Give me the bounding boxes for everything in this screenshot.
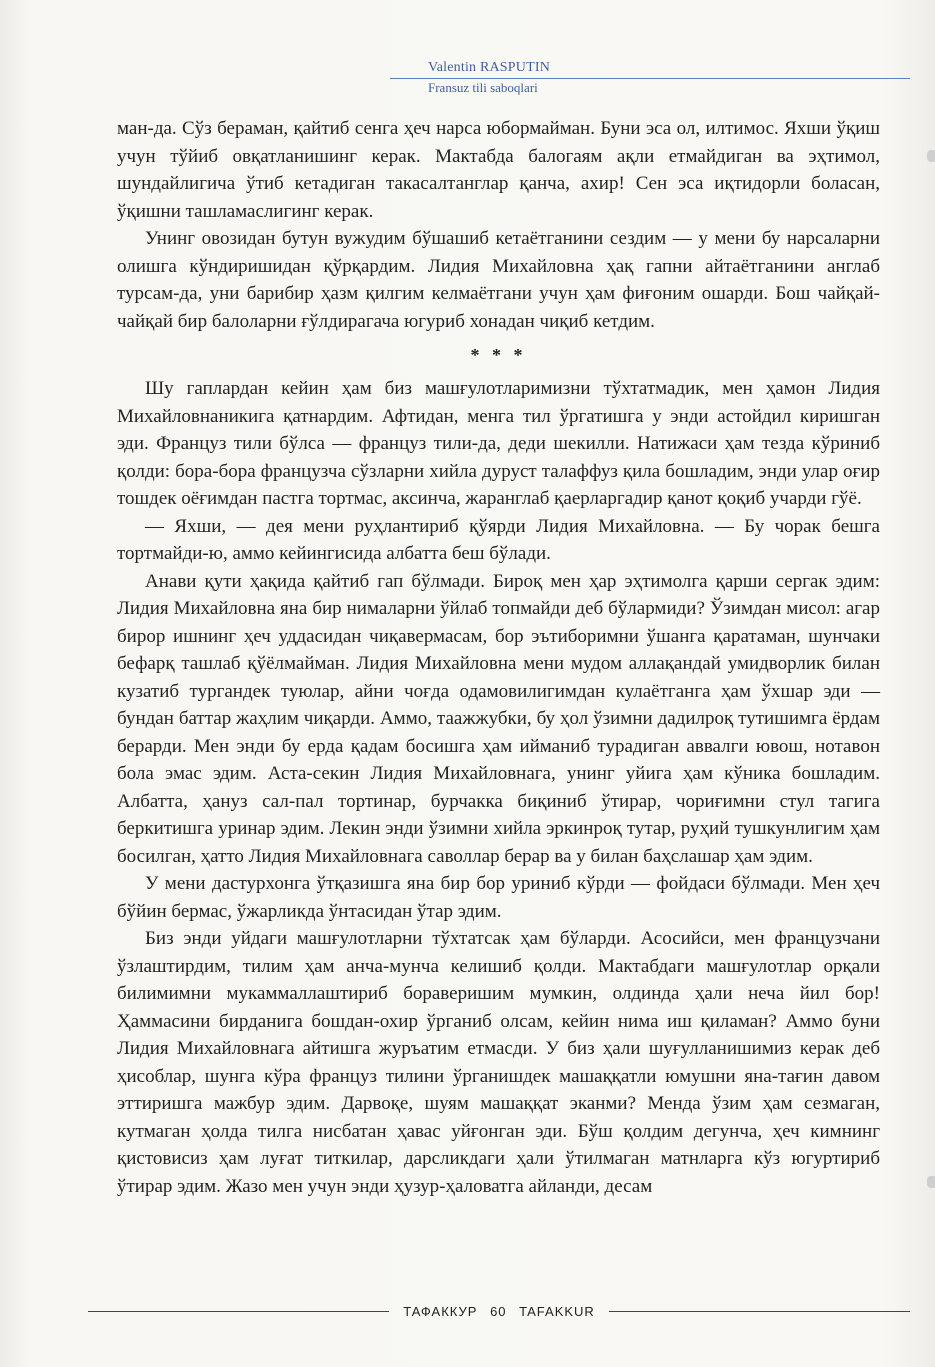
binding-hole [927,150,935,162]
page-body [117,115,880,1200]
footer-journal-cyrillic: ТАФАККУР [403,1303,478,1319]
page-footer [88,1301,910,1321]
paragraph: ман-да. Сўз бераман, қайтиб сенга ҳеч нарса юбормайман. Буни эса ол, илтимос. Яхши ўқиш учун тўйиб овқатланишинг керак. Мактабда балогаям ақли етмайдиган ва эҳтимол, шундайлигича ўтиб кетадиган такасалтанглар қанча, ахир! Сен эса иқтидорли боласан, ўқишни ташламаслигинг керак. [117,118,880,222]
running-header [390,60,910,96]
paragraph: У мени дастурхонга ўтқазишга яна бир бор уриниб кўрди — фойдаси бўлмади. Мен ҳеч бўйин бермас, ўжарликда ўнтасидан ўтар эдим. [117,873,880,922]
header-rule [390,78,910,79]
footer-rule-right [609,1311,910,1312]
paragraph: — Яхши, — дея мени руҳлантириб қўярди Лидия Михайловна. — Бу чорак бешга тортмайди-ю, аммо кейингисида албатта беш бўлади. [117,515,880,564]
footer-rule-left [88,1311,389,1312]
paragraph: Биз энди уйдаги машғулотларни тўхтатсак ҳам бўларди. Асосийси, мен французчани ўзлаштирдим, тилим ҳам анча-мунча келишиб қолди. Мактабдаги машғулотлар орқали билимимни мукаммаллаштириб бораверишим мумкин, олдинда ҳали неча йил бор! Ҳаммасини бирданига бошдан-охир ўрганиб олсам, кейин нима иш қиламан? Аммо буни Лидия Михайловнага айтишга журъатим етмасди. У биз ҳали шуғулланишимиз керак деб ҳисоблар, шунга кўра француз тилини ўрганишдек машаққатли юмушни яна-тағин давом эттиришга мажбур эдим. Дарвоқе, шуям машаққат эканми? Менда ўзим ҳам сезмаган, кутмаган ҳолда тилга нисбатан ҳавас уйғонган эди. Бўш қолдим дегунча, ҳеч кимнинг қистовисиз ҳам луғат титкилар, дарсликдаги ҳали ўтилмаган матнларга кўз югуртириб ўтирар эдим. Жазо мен учун энди ҳузур-ҳаловатга айланди, десам [117,928,880,1197]
footer-journal-latin: TAFAKKUR [519,1303,595,1319]
page-number: 60 [490,1303,507,1319]
footer-label [389,1304,609,1319]
section-separator: * * * [470,345,527,365]
binding-hole [927,1176,935,1188]
paragraph: Анави қути ҳақида қайтиб гап бўлмади. Бироқ мен ҳар эҳтимолга қарши сергак эдим: Лидия Михайловна яна бир нималарни ўйлаб топмайди деб бўлармиди? Ўзимдан мисол: агар бирор ишнинг ҳеч уддасидан чиқавермасам, бор эътиборимни ўшанга қаратаман, шунчаки бефарқ ташлаб қўёлмайман. Лидия Михайловна мени мудом аллақандай умидворлик билан кузатиб тургандек туюлар, айни чоғда одамовилигимдан кулаётганга ҳам ўхшар эди — бундан баттар жаҳлим чиқарди. Аммо, таажжубки, бу ҳол ўзимни дадилроқ тутишимга ёрдам берарди. Мен энди бу ерда қадам босишга ҳам ийманиб турадиган аввалги ювош, нотавон бола эмас эдим. Аста-секин Лидия Михайловнага, унинг уйига ҳам кўника бошладим. Албатта, ҳануз сал-пал тортинар, бурчакка биқиниб ўтирар, чориғимни стул тагига беркитишга уринар эдим. Лекин энди ўзимни хийла эркинроқ тутар, руҳий тушкунлигим ҳам босилган, ҳатто Лидия Михайловнага саволлар берар ва у билан баҳслашар ҳам эдим. [117,570,880,867]
paragraph: Унинг овозидан бутун вужудим бўшашиб кетаётганини сездим — у мени бу нарсаларни олишга кўндиришидан қўрқардим. Лидия Михайловна ҳақ гапни айтаётганини англаб турсам-да, уни барибир ҳазм қилгим келмаётгани учун ҳам фиғоним ошарди. Бош чайқай-чайқай бир балоларни ғўлдирагача югуриб хонадан чиқиб кетдим. [117,228,880,332]
paragraph: Шу гаплардан кейин ҳам биз машғулотларимизни тўхтатмадик, мен ҳамон Лидия Михайловнаникига қатнардим. Афтидан, менга тил ўргатишга у энди астойдил киришган эди. Француз тили бўлса — француз тили-да, деди шекилли. Натижаси ҳам тезда кўриниб қолди: бора-бора французча сўзларни хийла дуруст талаффуз қила бошладим, энди улар оғир тошдек оёғимдан пастга тортмас, аксинча, жаранглаб қаерларгадир қанот қоқиб учарди гўё. [117,378,880,509]
header-subtitle: Fransuz tili saboqlari [428,80,538,95]
header-author: Valentin RASPUTIN [428,60,551,75]
